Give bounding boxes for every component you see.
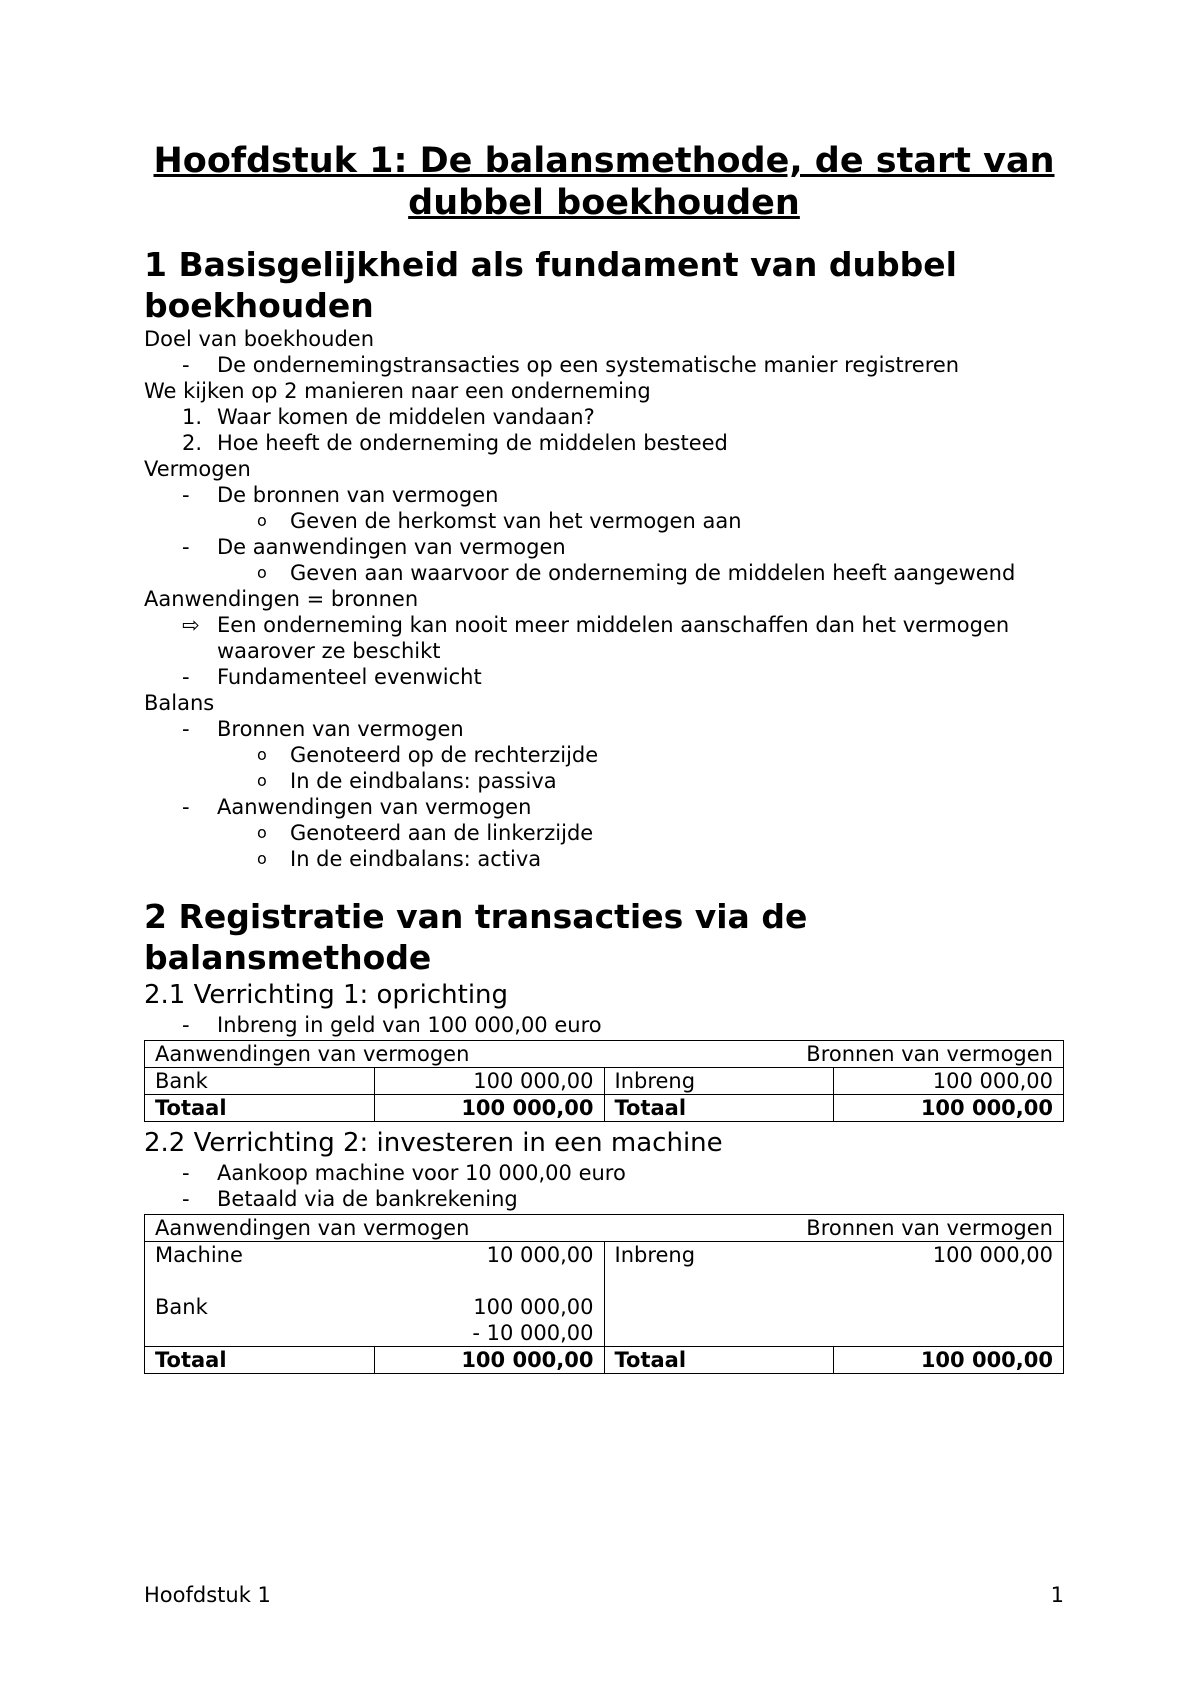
list-item: ⇨ Een onderneming kan nooit meer middelen aanschaffen dan het vermogen waarover ze beschikt xyxy=(182,613,1010,663)
list-item: - Betaald via de bankrekening xyxy=(182,1187,518,1211)
sub-list-item: o In de eindbalans: passiva xyxy=(257,769,557,793)
circle-bullet-icon: o xyxy=(257,849,267,868)
section-2-heading: 2 Registratie van transacties via de balansmethode xyxy=(144,897,808,977)
circle-bullet-icon: o xyxy=(257,745,267,764)
page-number: 1 xyxy=(1050,1583,1064,1607)
total-row: Totaal 100 000,00 Totaal 100 000,00 xyxy=(145,1095,1064,1122)
dash-marker: - xyxy=(182,353,190,377)
balance-table-2 xyxy=(144,1214,1064,1374)
numbered-item: 2. Hoe heeft de onderneming de middelen besteed xyxy=(182,431,728,455)
list-item: - Bronnen van vermogen xyxy=(182,717,464,741)
total-row: Totaal 100 000,00 Totaal 100 000,00 xyxy=(145,1347,1064,1374)
circle-bullet-icon: o xyxy=(257,823,267,842)
table-row: Bank 100 000,00 Inbreng 100 000,00 xyxy=(145,1068,1064,1095)
doel-label: Doel van boekhouden xyxy=(144,327,375,351)
list-item: - De aanwendingen van vermogen xyxy=(182,535,566,559)
arrow-right-icon: ⇨ xyxy=(182,613,200,637)
list-item: - De ondernemingstransacties op een systematische manier registreren xyxy=(182,353,960,377)
circle-bullet-icon: o xyxy=(257,563,267,582)
sub-list-item: o Geven aan waarvoor de onderneming de middelen heeft aangewend xyxy=(257,561,1016,585)
list-item: - Fundamenteel evenwicht xyxy=(182,665,482,689)
document-title: Hoofdstuk 1: De balansmethode, de start van dubbel boekhouden xyxy=(153,141,1055,223)
circle-bullet-icon: o xyxy=(257,511,267,530)
circle-bullet-icon: o xyxy=(257,771,267,790)
sub-list-item: o Genoteerd op de rechterzijde xyxy=(257,743,599,767)
subsection-2-1-heading: 2.1 Verrichting 1: oprichting xyxy=(144,980,509,1010)
document-page xyxy=(144,140,1064,1378)
balance-table-1 xyxy=(144,1040,1064,1122)
list-item: - De bronnen van vermogen xyxy=(182,483,499,507)
kijken-label: We kijken op 2 manieren naar een onderneming xyxy=(144,379,651,403)
balans-label: Balans xyxy=(144,691,215,715)
page-footer xyxy=(144,1582,1064,1608)
vermogen-label: Vermogen xyxy=(144,457,251,481)
list-item: - Aankoop machine voor 10 000,00 euro xyxy=(182,1161,626,1185)
subsection-2-2-heading: 2.2 Verrichting 2: investeren in een machine xyxy=(144,1128,723,1158)
table-row: Machine Bank 10 000,00 100 000,00 - 10 000,00 Inbreng 100 000,00 xyxy=(145,1242,1064,1347)
section-1-heading: 1 Basisgelijkheid als fundament van dubbel boekhouden xyxy=(144,245,957,325)
footer-chapter: Hoofdstuk 1 xyxy=(144,1583,271,1607)
table-header: Aanwendingen van vermogen Bronnen van vermogen xyxy=(145,1215,1064,1242)
sub-list-item: o Geven de herkomst van het vermogen aan xyxy=(257,509,742,533)
list-item: - Aanwendingen van vermogen xyxy=(182,795,532,819)
sub-list-item: o In de eindbalans: activa xyxy=(257,847,542,871)
list-item: - Inbreng in geld van 100 000,00 euro xyxy=(182,1013,602,1037)
aanwendingen-label: Aanwendingen = bronnen xyxy=(144,587,419,611)
sub-list-item: o Genoteerd aan de linkerzijde xyxy=(257,821,594,845)
numbered-item: 1. Waar komen de middelen vandaan? xyxy=(182,405,595,429)
table-header: Aanwendingen van vermogen Bronnen van vermogen xyxy=(145,1041,1064,1068)
